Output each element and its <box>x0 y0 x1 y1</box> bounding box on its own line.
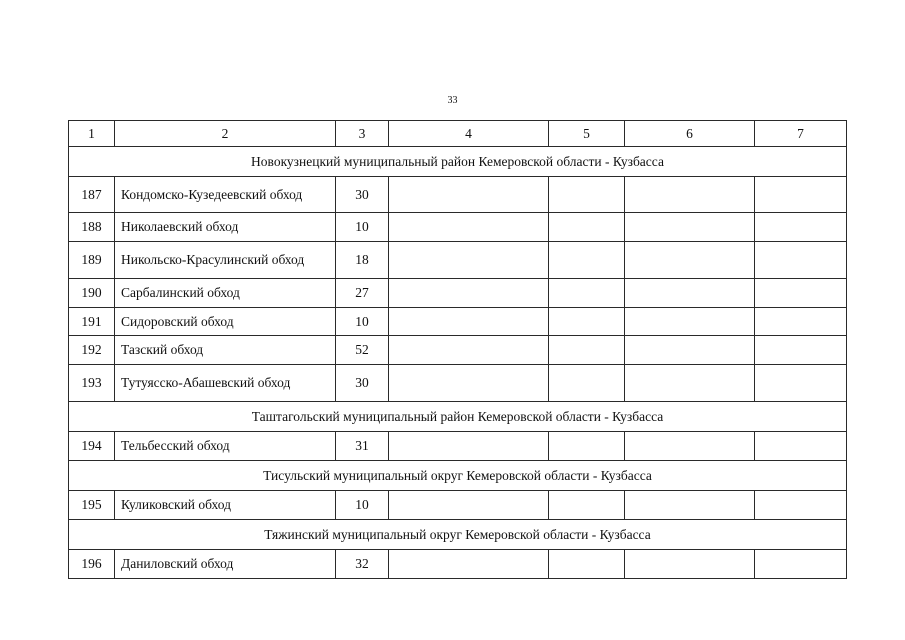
empty-cell <box>625 432 755 461</box>
empty-cell <box>755 177 847 213</box>
column-header: 7 <box>755 121 847 147</box>
district-name: Тазский обход <box>115 336 336 365</box>
section-title: Таштагольский муниципальный район Кемеровской области - Кузбасса <box>69 402 847 432</box>
empty-cell <box>625 213 755 242</box>
empty-cell <box>549 242 625 279</box>
row-value: 10 <box>336 491 389 520</box>
empty-cell <box>549 308 625 336</box>
table-row <box>69 336 847 365</box>
empty-cell <box>389 213 549 242</box>
empty-cell <box>549 336 625 365</box>
section-header-row <box>69 402 847 432</box>
empty-cell <box>625 308 755 336</box>
empty-cell <box>625 491 755 520</box>
row-number: 191 <box>69 308 115 336</box>
row-number: 196 <box>69 550 115 579</box>
forest-districts-table <box>68 120 847 579</box>
district-name: Кондомско-Кузедеевский обход <box>115 177 336 213</box>
empty-cell <box>549 279 625 308</box>
section-header-row <box>69 520 847 550</box>
row-value: 31 <box>336 432 389 461</box>
district-name: Тельбесский обход <box>115 432 336 461</box>
district-name: Даниловский обход <box>115 550 336 579</box>
district-name: Никольско-Красулинский обход <box>115 242 336 279</box>
row-value: 10 <box>336 308 389 336</box>
empty-cell <box>549 177 625 213</box>
district-name: Николаевский обход <box>115 213 336 242</box>
section-header-row <box>69 461 847 491</box>
empty-cell <box>755 336 847 365</box>
row-number: 192 <box>69 336 115 365</box>
row-value: 18 <box>336 242 389 279</box>
table-row <box>69 365 847 402</box>
section-title: Тисульский муниципальный округ Кемеровской области - Кузбасса <box>69 461 847 491</box>
empty-cell <box>549 491 625 520</box>
empty-cell <box>755 308 847 336</box>
row-number: 187 <box>69 177 115 213</box>
empty-cell <box>389 177 549 213</box>
empty-cell <box>625 279 755 308</box>
empty-cell <box>625 365 755 402</box>
district-name: Тутуясско-Абашевский обход <box>115 365 336 402</box>
row-value: 27 <box>336 279 389 308</box>
empty-cell <box>549 550 625 579</box>
row-value: 52 <box>336 336 389 365</box>
empty-cell <box>625 550 755 579</box>
column-header: 2 <box>115 121 336 147</box>
empty-cell <box>755 550 847 579</box>
empty-cell <box>389 432 549 461</box>
row-value: 30 <box>336 365 389 402</box>
empty-cell <box>755 365 847 402</box>
column-header: 6 <box>625 121 755 147</box>
section-header-row <box>69 147 847 177</box>
row-number: 195 <box>69 491 115 520</box>
empty-cell <box>755 213 847 242</box>
row-number: 188 <box>69 213 115 242</box>
row-number: 189 <box>69 242 115 279</box>
table-row <box>69 432 847 461</box>
row-value: 32 <box>336 550 389 579</box>
empty-cell <box>389 336 549 365</box>
column-number-row <box>69 121 847 147</box>
column-header: 4 <box>389 121 549 147</box>
table-row <box>69 279 847 308</box>
district-name: Сарбалинский обход <box>115 279 336 308</box>
empty-cell <box>389 308 549 336</box>
row-value: 10 <box>336 213 389 242</box>
column-header: 5 <box>549 121 625 147</box>
empty-cell <box>389 365 549 402</box>
empty-cell <box>389 550 549 579</box>
table-row <box>69 242 847 279</box>
row-number: 190 <box>69 279 115 308</box>
empty-cell <box>549 365 625 402</box>
district-name: Куликовский обход <box>115 491 336 520</box>
empty-cell <box>755 432 847 461</box>
table-row <box>69 550 847 579</box>
page-number: 33 <box>447 95 458 106</box>
table-row <box>69 491 847 520</box>
empty-cell <box>389 491 549 520</box>
column-header: 3 <box>336 121 389 147</box>
table-row <box>69 213 847 242</box>
empty-cell <box>625 336 755 365</box>
column-header: 1 <box>69 121 115 147</box>
row-number: 194 <box>69 432 115 461</box>
empty-cell <box>549 213 625 242</box>
empty-cell <box>389 279 549 308</box>
section-title: Тяжинский муниципальный округ Кемеровской области - Кузбасса <box>69 520 847 550</box>
row-number: 193 <box>69 365 115 402</box>
empty-cell <box>389 242 549 279</box>
empty-cell <box>549 432 625 461</box>
row-value: 30 <box>336 177 389 213</box>
table-row <box>69 308 847 336</box>
table-row <box>69 177 847 213</box>
empty-cell <box>625 242 755 279</box>
empty-cell <box>625 177 755 213</box>
empty-cell <box>755 491 847 520</box>
empty-cell <box>755 242 847 279</box>
section-title: Новокузнецкий муниципальный район Кемеровской области - Кузбасса <box>69 147 847 177</box>
empty-cell <box>755 279 847 308</box>
district-name: Сидоровский обход <box>115 308 336 336</box>
